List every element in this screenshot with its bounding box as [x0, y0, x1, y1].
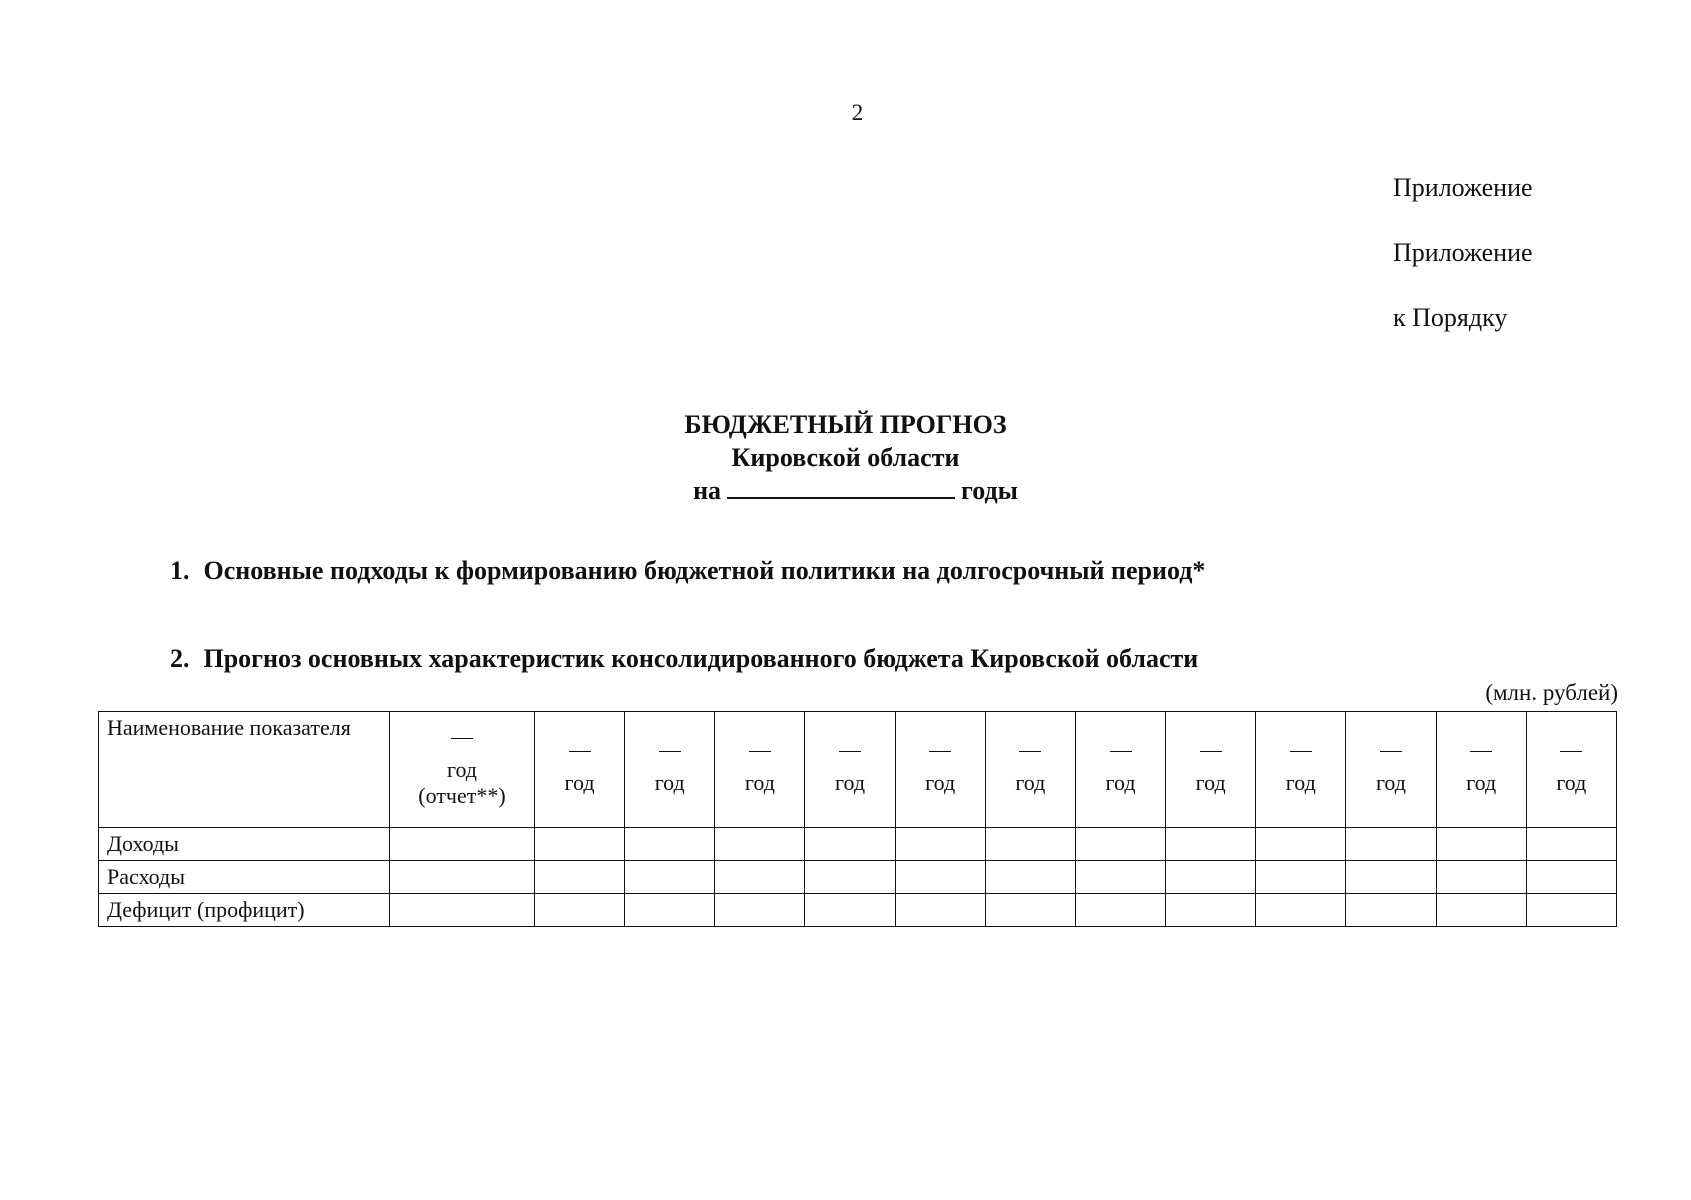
row-label-expenses: Расходы [99, 861, 390, 894]
year-blank [1110, 751, 1132, 752]
year-header [1256, 712, 1346, 828]
table-cell [895, 828, 985, 861]
appendix-order-label: к Порядку [1393, 303, 1508, 332]
title-prefix: на [693, 476, 722, 505]
year-header [1346, 712, 1436, 828]
year-header [805, 712, 895, 828]
year-blank [451, 738, 473, 739]
budget-forecast-table [98, 711, 1617, 927]
table-cell [1526, 828, 1616, 861]
year-blank [569, 751, 591, 752]
table-cell [805, 828, 895, 861]
year-blank [749, 751, 771, 752]
table-cell [1346, 894, 1436, 927]
year-header [1166, 712, 1256, 828]
table-cell [1526, 861, 1616, 894]
table-cell [1346, 861, 1436, 894]
year-label: год [654, 769, 685, 795]
year-header [1075, 712, 1165, 828]
units-label: (млн. рублей) [1485, 680, 1618, 705]
table-cell [895, 894, 985, 927]
table-row [99, 894, 1617, 927]
table-cell [805, 861, 895, 894]
year-header [985, 712, 1075, 828]
report-note: (отчет**) [418, 782, 506, 808]
title-region: Кировской области [731, 443, 960, 472]
period-blank-line [727, 475, 955, 499]
appendix-label: Приложение [1393, 173, 1533, 202]
table-cell [895, 861, 985, 894]
table-cell [1436, 894, 1526, 927]
table-cell [1256, 828, 1346, 861]
year-label: год [1105, 769, 1136, 795]
table-cell [1256, 894, 1346, 927]
table-cell [625, 861, 715, 894]
year-label: год [744, 769, 775, 795]
year-header [535, 712, 625, 828]
table-cell [805, 894, 895, 927]
table-cell [985, 894, 1075, 927]
section-number: 2. [170, 644, 190, 673]
document-title [0, 408, 1691, 507]
table-cell [390, 894, 535, 927]
table-cell [1166, 861, 1256, 894]
title-period [20, 474, 1691, 507]
table-cell [625, 894, 715, 927]
year-blank [929, 751, 951, 752]
year-header [625, 712, 715, 828]
year-label: год [925, 769, 956, 795]
table-cell [1166, 894, 1256, 927]
title-main: БЮДЖЕТНЫЙ ПРОГНОЗ [684, 410, 1007, 439]
table-cell [1436, 861, 1526, 894]
table-cell [1256, 861, 1346, 894]
year-header-report [390, 712, 535, 828]
year-blank [1290, 751, 1312, 752]
table-cell [1075, 894, 1165, 927]
table-cell [715, 894, 805, 927]
table-cell [985, 828, 1075, 861]
year-label: год [835, 769, 866, 795]
year-label: год [1556, 769, 1587, 795]
year-label: год [1466, 769, 1497, 795]
table-cell [535, 861, 625, 894]
table-header-row [99, 712, 1617, 828]
year-header [715, 712, 805, 828]
table-cell [390, 828, 535, 861]
year-header [1436, 712, 1526, 828]
table-cell [535, 828, 625, 861]
table-cell [1075, 828, 1165, 861]
section-text: Основные подходы к формированию бюджетной политики на долгосрочный период* [203, 556, 1206, 585]
table-cell [535, 894, 625, 927]
section-text: Прогноз основных характеристик консолидированного бюджета Кировской области [203, 644, 1199, 673]
year-blank [659, 751, 681, 752]
table-cell [1166, 828, 1256, 861]
title-suffix: годы [961, 476, 1018, 505]
row-label-deficit: Дефицит (профицит) [99, 894, 390, 927]
year-blank [1560, 751, 1582, 752]
year-label: год [1285, 769, 1316, 795]
year-label: год [446, 756, 478, 782]
indicator-name-header: Наименование показателя [99, 712, 390, 828]
table-cell [1526, 894, 1616, 927]
table-cell [1346, 828, 1436, 861]
year-label: год [1195, 769, 1226, 795]
table-row [99, 828, 1617, 861]
year-blank [1019, 751, 1041, 752]
section-heading [170, 556, 1205, 586]
table-cell [985, 861, 1075, 894]
table-cell [715, 861, 805, 894]
appendix-label: Приложение [1393, 238, 1533, 267]
year-label: год [1015, 769, 1046, 795]
table-cell [625, 828, 715, 861]
year-header [895, 712, 985, 828]
year-blank [1380, 751, 1402, 752]
year-label: год [1375, 769, 1406, 795]
year-blank [839, 751, 861, 752]
table-cell [390, 861, 535, 894]
table-cell [1436, 828, 1526, 861]
table-cell [715, 828, 805, 861]
year-blank [1200, 751, 1222, 752]
page-number: 2 [851, 100, 864, 125]
table-row [99, 861, 1617, 894]
year-header [1526, 712, 1616, 828]
table-cell [1075, 861, 1165, 894]
row-label-income: Доходы [99, 828, 390, 861]
section-number: 1. [170, 556, 190, 585]
year-label: год [564, 769, 595, 795]
year-blank [1470, 751, 1492, 752]
section-heading [170, 644, 1198, 674]
